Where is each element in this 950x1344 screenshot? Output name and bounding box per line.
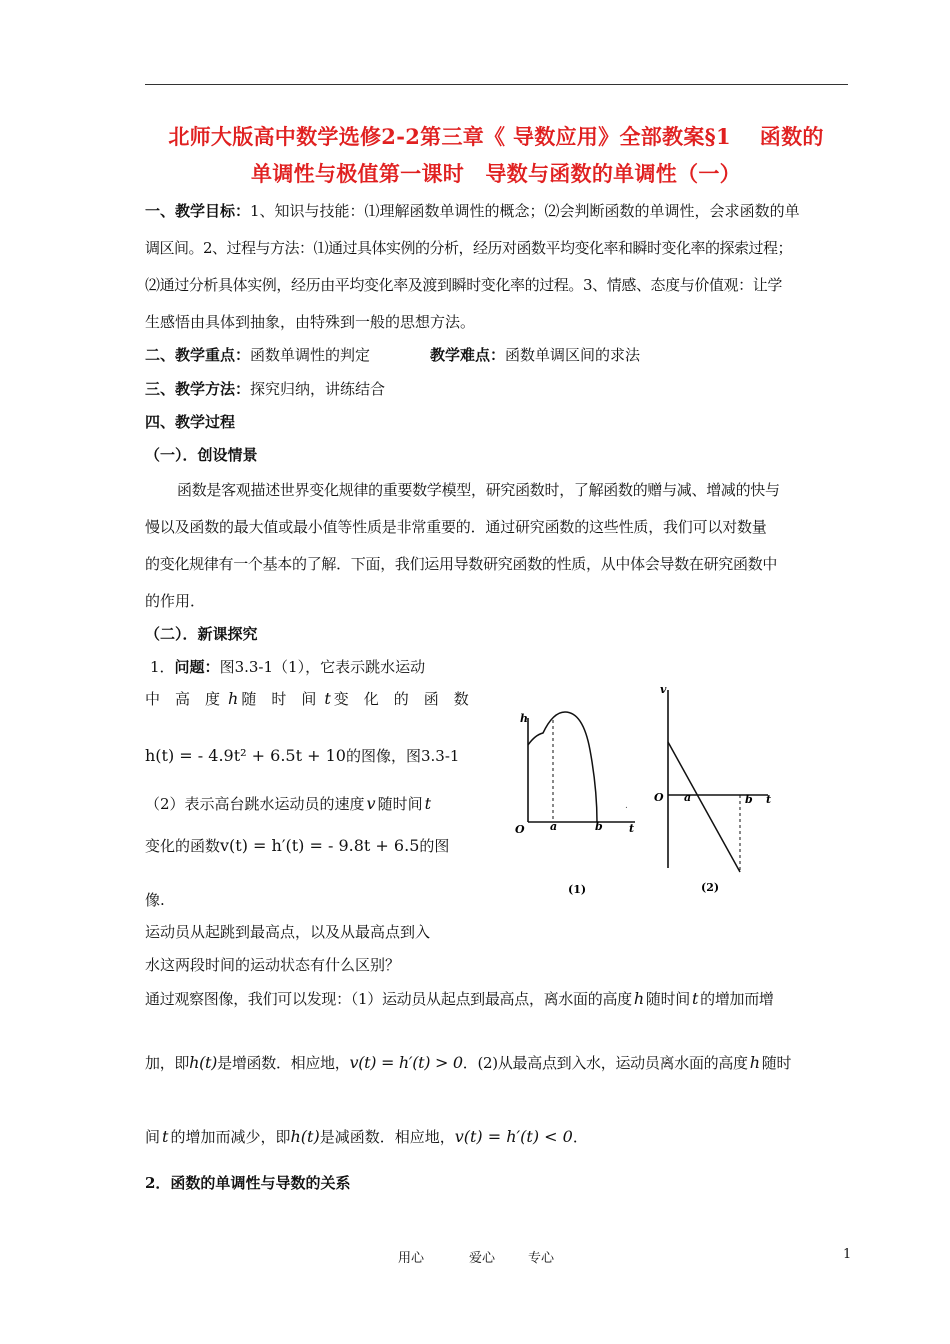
observation-line-2: 加，即h(t)是增函数．相应地，v(t) = h′(t) > 0．(2)从最高点到入水，运动员离水面的高度 h 随时 xyxy=(145,1053,792,1072)
new-lesson-heading: （二）．新课探究 xyxy=(145,625,258,643)
fig2-y-label: v xyxy=(660,683,667,696)
question-line-4: （2）表示高台跳水运动员的速度 v 随时间 t xyxy=(145,794,432,813)
decreasing-inequality: v(t) = h′(t) < 0 xyxy=(454,1127,573,1146)
header-rule xyxy=(145,84,848,85)
question-label: 问题： xyxy=(174,658,220,676)
objectives-line-1: 1、知识与技能：⑴理解函数单调性的概念；⑵会判断函数的单调性，会求函数的单 xyxy=(250,202,800,220)
question-line-3: h(t) = - 4.9t² + 6.5t + 10的图像，图3.3-1 xyxy=(145,746,460,765)
page-title xyxy=(140,118,852,192)
process-heading: 四、教学过程 xyxy=(145,413,236,431)
observation-line-3: 间 t 的增加而减少，即h(t)是减函数．相应地，v(t) = h′(t) < 0． xyxy=(145,1127,588,1146)
fig1-curve xyxy=(528,712,597,822)
scenario-line-1: 函数是客观描述世界变化规律的重要数学模型，研究函数时，了解函数的赠与减、增减的快与 xyxy=(177,481,780,499)
scenario-line-3: 的变化规律有一个基本的了解．下面，我们运用导数研究函数的性质，从中体会导数在研究函数中 xyxy=(145,555,778,573)
fig2-origin-label: O xyxy=(654,791,664,804)
scenario-line-2: 慢以及函数的最大值或最小值等性质是非常重要的．通过研究函数的这些性质，我们可以对数量 xyxy=(145,518,767,536)
title-line-1: 北师大版高中数学选修2-2第三章《 导数应用》全部教案§1 函数的 xyxy=(168,124,824,149)
difficulty-label: 教学难点： xyxy=(430,346,506,364)
question-line-1: 1．问题：图3.3-1（1），它表示跳水运动 xyxy=(150,658,426,676)
fig2-line xyxy=(668,742,740,872)
question-line-7: 运动员从起跳到最高点，以及从最高点到入 xyxy=(145,923,431,941)
fig1-x-label: t xyxy=(629,822,635,835)
objectives-line-3: ⑵通过分析具体实例，经历由平均变化率及渡到瞬时变化率的过程。3、情感、态度与价值观：让学 xyxy=(145,276,782,294)
fig1-y-label: h xyxy=(520,712,528,725)
objectives-line-2: 调区间。2、过程与方法：⑴通过具体实例的分析，经历对函数平均变化率和瞬时变化率的探索过程； xyxy=(145,239,793,257)
fig2-a-label: a xyxy=(684,791,692,804)
scenario-heading: （一）．创设情景 xyxy=(145,446,258,464)
relationship-heading: 2．函数的单调性与导数的关系 xyxy=(145,1174,351,1192)
methods-text: 探究归纳，讲练结合 xyxy=(250,380,386,398)
question-line-6: 像. xyxy=(145,891,165,909)
observation-line-1: 通过观察图像，我们可以发现：（1）运动员从起点到最高点，离水面的高度 h 随时间 t 的增加而增 xyxy=(145,989,774,1008)
scenario-line-4: 的作用． xyxy=(145,592,206,610)
fig1-a-label: a xyxy=(550,820,558,833)
fig1-b-label: b xyxy=(595,820,603,833)
question-line-5: 变化的函数v(t) = h′(t) = - 9.8t + 6.5的图 xyxy=(145,836,450,855)
question-line-2: 中 高 度 h 随 时 间 t 变 化 的 函 数 xyxy=(145,689,469,708)
fig2-caption: (2) xyxy=(701,881,720,894)
figure-height-graph xyxy=(505,700,645,900)
fig2-x-label: t xyxy=(766,793,772,806)
page-number: 1 xyxy=(843,1247,852,1262)
increasing-inequality: v(t) = h′(t) > 0 xyxy=(349,1053,463,1072)
objectives-line-4: 生感悟由具体到抽象，由特殊到一般的思想方法。 xyxy=(145,313,476,331)
key-points-text: 函数单调性的判定 xyxy=(250,346,371,364)
methods-row xyxy=(145,378,385,400)
objectives-block xyxy=(145,193,849,341)
difficulty-row xyxy=(430,344,640,366)
footer-slogan-2: 爱心 xyxy=(469,1251,496,1266)
fig1-caption: (1) xyxy=(568,883,587,896)
velocity-function-formula: v(t) = h′(t) = - 9.8t + 6.5 xyxy=(220,836,420,855)
title-line-2: 单调性与极值第一课时 导数与函数的单调性（一） xyxy=(251,161,741,186)
figure-velocity-graph xyxy=(650,680,790,900)
key-points-label: 二、教学重点： xyxy=(145,346,251,364)
question-line-8: 水这两段时间的运动状态有什么区别？ xyxy=(145,956,401,974)
key-points-row xyxy=(145,344,370,366)
footer-slogan-3: 专心 xyxy=(528,1251,555,1266)
objectives-label: 一、教学目标： xyxy=(145,202,251,220)
difficulty-text: 函数单调区间的求法 xyxy=(505,346,641,364)
footer-slogan-1: 用心 xyxy=(398,1251,425,1266)
methods-label: 三、教学方法： xyxy=(145,380,251,398)
scenario-paragraph xyxy=(145,472,849,620)
height-function-formula: h(t) = - 4.9t² + 6.5t + 10 xyxy=(145,746,346,765)
fig2-b-label: b xyxy=(745,793,753,806)
fig1-dot: . xyxy=(625,801,628,811)
fig1-origin-label: O xyxy=(515,823,525,836)
